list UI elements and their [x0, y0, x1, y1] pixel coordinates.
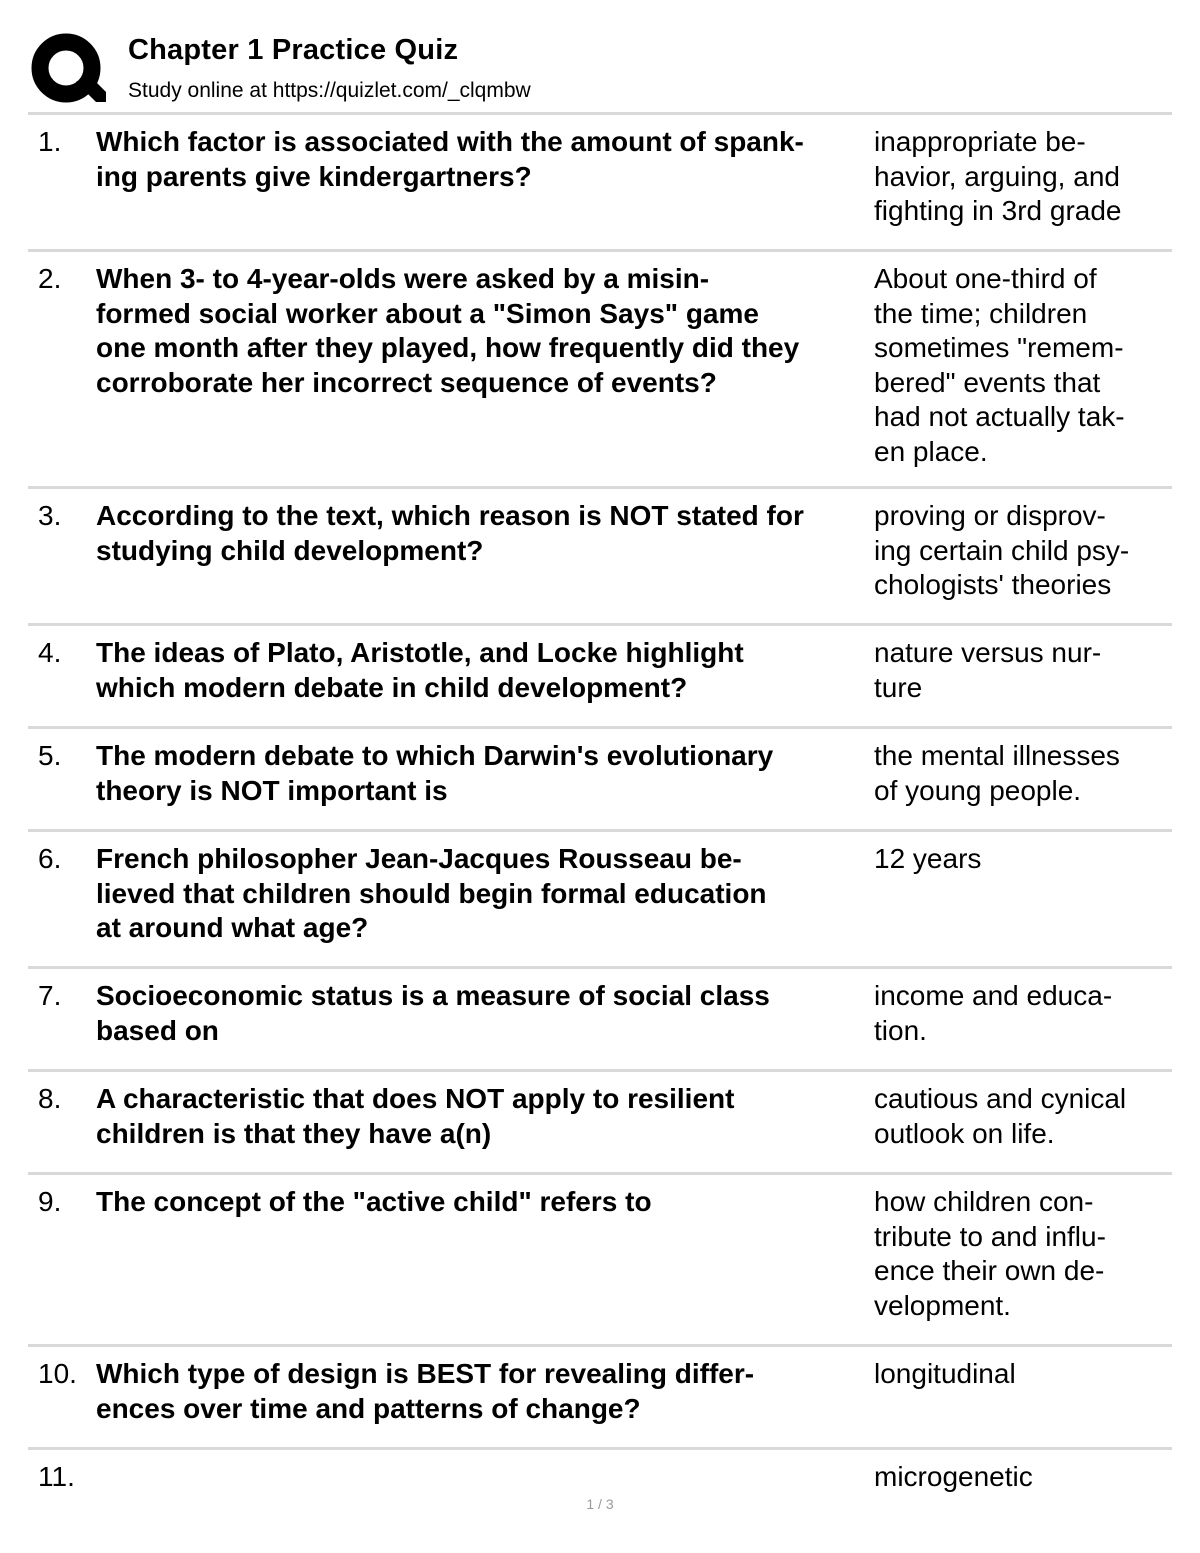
item-number: 9.: [38, 1186, 62, 1217]
answer-text: cautious and cynical outlook on life.: [874, 1083, 1127, 1149]
answer-text: proving or disprov- ing certain child psy- chologists' theories: [874, 500, 1130, 600]
quizlet-q-logo-icon: [30, 32, 106, 108]
question-text: When 3- to 4-year-olds were asked by a misin- formed social worker about a "Simon Says" game one month after they played, how frequently did they corroborate her incorrect sequence of events?: [96, 263, 800, 398]
answer-text: income and educa- tion.: [874, 980, 1113, 1046]
item-number: 6.: [38, 843, 62, 874]
quiz-item: [28, 1072, 1172, 1175]
page-title: Chapter 1 Practice Quiz: [128, 34, 459, 66]
answer-text: 12 years: [874, 843, 982, 874]
item-number: 8.: [38, 1083, 62, 1114]
quiz-item: [28, 1175, 1172, 1347]
question-text: A characteristic that does NOT apply to resilient children is that they have a(n): [96, 1083, 735, 1149]
quiz-list: [28, 115, 1172, 1518]
answer-text: microgenetic: [874, 1461, 1033, 1492]
question-text: Which type of design is BEST for revealing differ- ences over time and patterns of change?: [96, 1358, 755, 1424]
item-number: 1.: [38, 126, 62, 157]
quiz-item: [28, 832, 1172, 969]
question-text: French philosopher Jean-Jacques Rousseau be- lieved that children should begin formal education at around what age?: [96, 843, 767, 943]
answer-text: inappropriate be- havior, arguing, and fighting in 3rd grade: [874, 126, 1122, 226]
quiz-item: [28, 489, 1172, 626]
item-number: 11.: [38, 1461, 75, 1492]
item-number: 3.: [38, 500, 62, 531]
question-text: According to the text, which reason is NOT stated for studying child development?: [96, 500, 804, 566]
quiz-item: [28, 115, 1172, 252]
question-text: Socioeconomic status is a measure of social class based on: [96, 980, 770, 1046]
item-number: 2.: [38, 263, 62, 294]
question-text: The concept of the "active child" refers to: [96, 1186, 652, 1217]
page-number: 1 / 3: [586, 1496, 614, 1512]
study-online-link[interactable]: Study online at https://quizlet.com/_clqmbw: [128, 79, 531, 102]
question-text: The modern debate to which Darwin's evolutionary theory is NOT important is: [96, 740, 774, 806]
quiz-item: [28, 1347, 1172, 1450]
item-number: 10.: [38, 1358, 77, 1389]
question-text: Which factor is associated with the amount of spank- ing parents give kindergartners?: [96, 126, 804, 192]
item-number: 4.: [38, 637, 62, 668]
answer-text: About one-third of the time; children sometimes "remem- bered" events that had not actually tak- en place.: [874, 263, 1125, 467]
item-number: 7.: [38, 980, 62, 1011]
quiz-item: [28, 626, 1172, 729]
answer-text: longitudinal: [874, 1358, 1016, 1389]
quiz-item: [28, 969, 1172, 1072]
quiz-item: [28, 729, 1172, 832]
answer-text: how children con- tribute to and influ- ence their own de- velopment.: [874, 1186, 1106, 1321]
item-number: 5.: [38, 740, 62, 771]
answer-text: nature versus nur- ture: [874, 637, 1102, 703]
quiz-item: [28, 252, 1172, 489]
question-text: The ideas of Plato, Aristotle, and Locke highlight which modern debate in child development?: [96, 637, 744, 703]
page-header: [30, 28, 1172, 112]
answer-text: the mental illnesses of young people.: [874, 740, 1120, 806]
